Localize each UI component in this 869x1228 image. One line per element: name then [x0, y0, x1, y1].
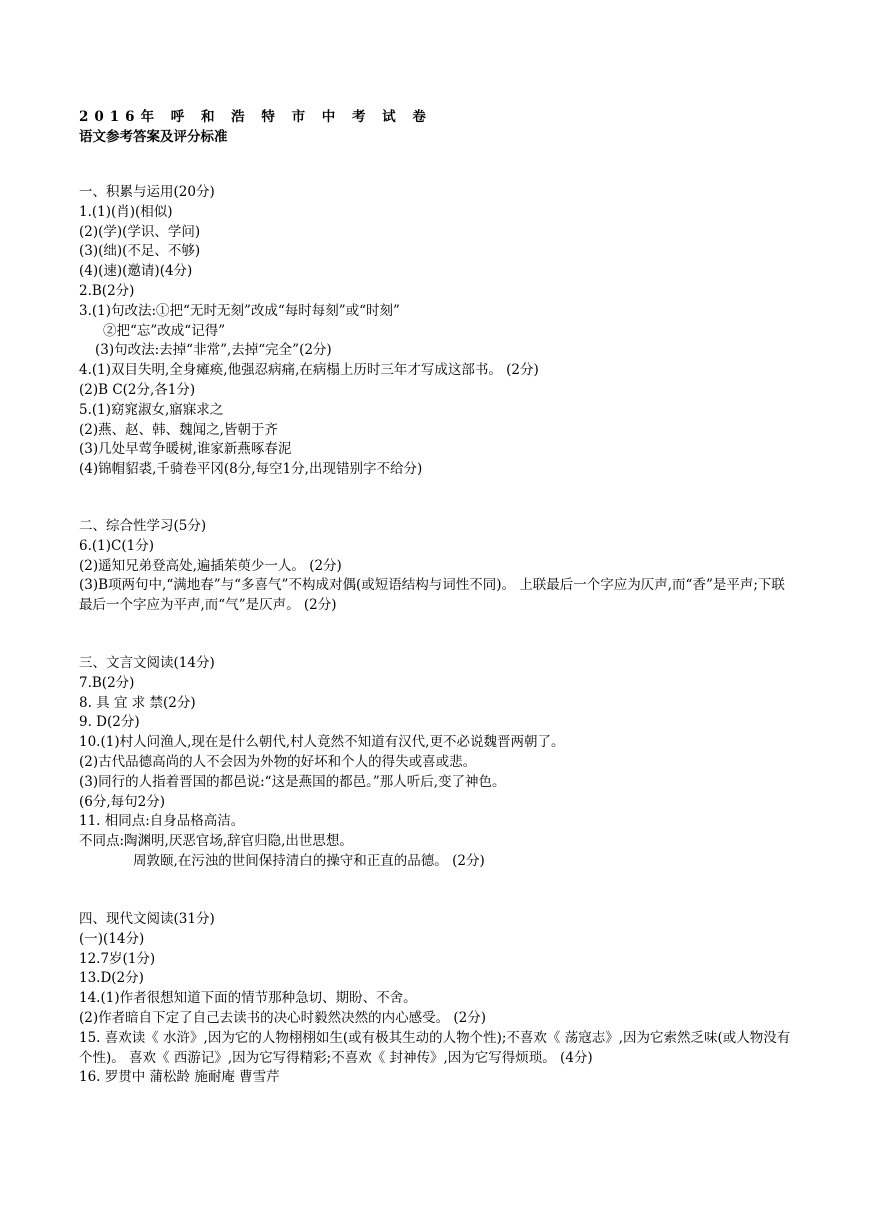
answer-line: 4.(1)双目失明,全身瘫痪,他强忍病痛,在病榻上历时三年才写成这部书。 (2分)	[79, 362, 539, 379]
exam-title: 2016年 呼 和 浩 特 市 中 考 试 卷	[79, 109, 432, 125]
answer-line: (3)几处早莺争暖树,谁家新燕啄春泥	[79, 441, 292, 458]
section-classical-reading	[79, 654, 791, 872]
section-heading: 二、综合性学习(5分)	[79, 518, 207, 534]
answer-line: 不同点:陶渊明,厌恶官场,辞官归隐,出世思想。	[79, 833, 353, 850]
answer-line: 1.(1)(肖)(相似)	[79, 203, 173, 220]
answer-line: ②把“忘”改成“记得”	[103, 322, 226, 339]
answer-paragraph: (3)B项两句中,“满地春”与“多喜气”不构成对偶(或短语结构与词性不同)。 上联最后一个字应为仄声,而“香”是平声;下联最后一个字应为平声,而“气”是仄声。 (2分)	[79, 577, 785, 614]
answer-line: (3)同行的人指着晋国的都邑说:“这是燕国的都邑。”那人听后,变了神色。	[79, 773, 506, 790]
section-heading: 四、现代文阅读(31分)	[79, 911, 215, 927]
document-header	[79, 107, 839, 147]
answer-line: (2)遥知兄弟登高处,遍插茱萸少一人。 (2分)	[79, 557, 342, 574]
section-heading: 三、文言文阅读(14分)	[79, 655, 215, 671]
answer-line: 11. 相同点:自身品格高洁。	[79, 813, 245, 830]
answer-line: (2)(学)(学识、学问)	[79, 223, 201, 240]
answer-line: 6.(1)C(1分)	[79, 537, 154, 554]
answer-line: (一)(14分)	[79, 930, 145, 947]
answer-line: (3)(绌)(不足、不够)	[79, 243, 201, 260]
answer-line: 8. 具 宜 求 禁(2分)	[79, 694, 196, 711]
answer-line: 5.(1)窈窕淑女,寤寐求之	[79, 401, 224, 418]
answer-line: (2)B C(2分,各1分)	[79, 381, 196, 398]
section-modern-reading	[79, 910, 791, 1088]
answer-line: (2)燕、赵、韩、魏闻之,皆朝于齐	[79, 421, 278, 438]
answer-line: (4)(速)(邀请)(4分)	[79, 263, 193, 280]
answer-line: 周敦颐,在污浊的世间保持清白的操守和正直的品德。 (2分)	[133, 852, 485, 869]
answer-line: 12.7岁(1分)	[79, 950, 156, 967]
answer-line: 9. D(2分)	[79, 714, 140, 731]
answer-line: (6分,每句2分)	[79, 793, 166, 810]
answer-line: 2.B(2分)	[79, 282, 135, 299]
section-integrated-learning	[79, 517, 791, 616]
answer-line: 13.D(2分)	[79, 970, 144, 987]
answer-line: (3)句改法:去掉“非常”,去掉“完全”(2分)	[95, 342, 332, 359]
answer-line: 10.(1)村人问渔人,现在是什么朝代,村人竟然不知道有汉代,更不必说魏晋两朝了。	[79, 734, 565, 751]
answer-line: (2)作者暗自下定了自己去读书的决心时毅然决然的内心感受。 (2分)	[79, 1009, 487, 1026]
answer-line: 16. 罗贯中 蒲松龄 施耐庵 曹雪芹	[79, 1069, 280, 1086]
section-heading: 一、积累与运用(20分)	[79, 184, 215, 200]
answer-line: 7.B(2分)	[79, 674, 135, 691]
answer-line: (4)锦帽貂裘,千骑卷平冈(8分,每空1分,出现错别字不给分)	[79, 461, 423, 478]
answer-line: 14.(1)作者很想知道下面的情节那种急切、期盼、不舍。	[79, 990, 417, 1007]
answer-line: 3.(1)句改法:①把“无时无刻”改成“每时每刻”或“时刻”	[79, 302, 400, 319]
section-accumulation	[79, 183, 791, 480]
answer-line: (2)古代品德高尚的人不会因为外物的好坏和个人的得失或喜或悲。	[79, 753, 477, 770]
answer-paragraph: 15. 喜欢读《 水浒》,因为它的人物栩栩如生(或有极其生动的人物个性);不喜欢《 荡寇志》,因为它索然乏味(或人物没有个性)。 喜欢《 西游记》,因为它写得精彩;不喜欢《 封神传》,因为它写得烦琐。 (4分)	[79, 1029, 791, 1066]
answer-key-title: 语文参考答案及评分标准	[79, 129, 228, 145]
